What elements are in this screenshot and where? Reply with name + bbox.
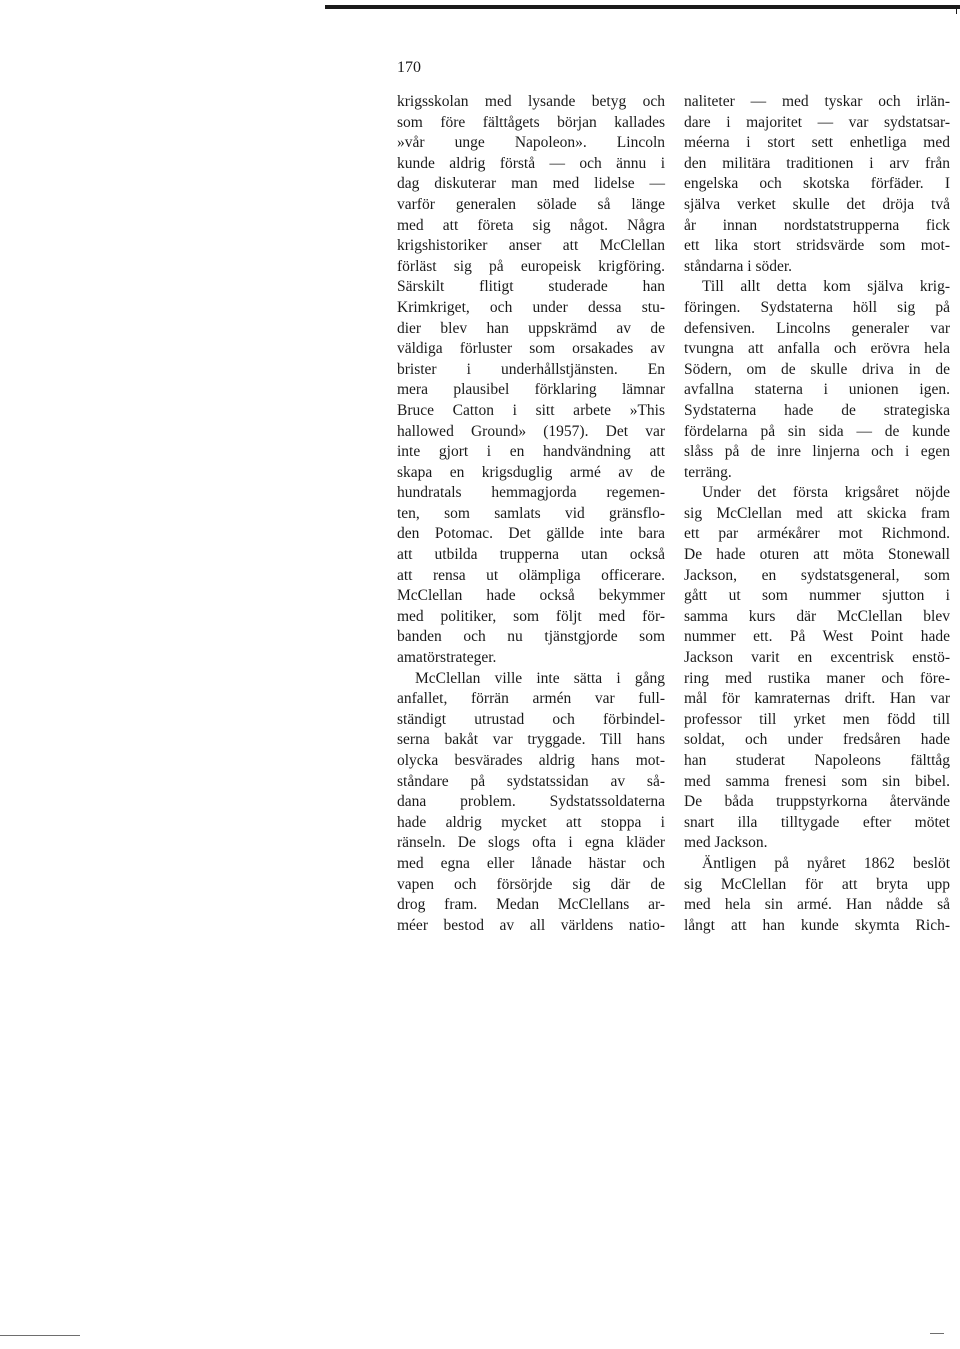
text-line: »vår unge Napoleon». Lincoln — [397, 134, 665, 152]
text-line: engelska och skotska förfäder. I — [684, 175, 950, 193]
text-line: soldat, och under fredsåren hade — [684, 731, 950, 749]
text-line: väldiga förluster som orsakades av — [397, 340, 665, 358]
text-line: krigsskolan med lysande betyg och — [397, 93, 665, 110]
text-line: år innan nordstatstrupperna fick — [684, 216, 950, 234]
text-line: dare i majoritet — var sydstatsar- — [684, 113, 950, 131]
text-line: med Jackson. — [684, 834, 768, 852]
top-rule — [325, 5, 960, 9]
text-line: Under det första krigsåret nöjde — [702, 484, 950, 502]
text-line: nummer ett. På West Point hade — [684, 628, 950, 646]
text-line: gått ut som nummer sjutton i — [684, 587, 950, 605]
text-line: Krimkriget, och under dessa stu- — [397, 298, 665, 316]
text-line: ränseln. De slogs ofta i egna kläder — [397, 834, 665, 852]
text-line: hundratals hemmagjorda regemen- — [397, 484, 665, 502]
text-line: naliteter — med tyskar och irlän- — [684, 93, 950, 110]
text-line: ständigt utrustad och förbindel- — [397, 710, 665, 728]
page-number: 170 — [397, 59, 421, 76]
text-line: ståndare på sydstatssidan av så- — [397, 772, 665, 790]
text-line: föringen. Sydstaterna höll sig på — [684, 298, 950, 316]
text-line: samma kurs där McClellan blev — [684, 607, 950, 625]
text-line: varför generalen sölade så länge — [397, 195, 665, 213]
text-line: mål för kamraternas drift. Han var — [684, 690, 950, 708]
text-line: Äntligen på nyåret 1862 beslöt — [702, 854, 950, 872]
text-line: terräng. — [684, 463, 732, 481]
text-line: méerna i stort sett enhetliga med — [684, 134, 950, 152]
text-line: kunde aldrig förstå — och ännu i — [397, 154, 665, 172]
text-line: sig McClellan för att bryta upp — [684, 875, 950, 893]
text-line: Jackson varit en excentrisk enstö- — [684, 649, 950, 667]
bottom-scan-mark — [0, 1335, 80, 1336]
text-line: hallowed Ground» (1957). Det var — [397, 422, 665, 440]
text-line: långt att han kunde skymta Rich- — [684, 916, 950, 934]
text-line: ståndarna i söder. — [684, 257, 793, 275]
text-line: drog fram. Medan McClellans ar- — [397, 896, 665, 914]
text-line: ett par arméкårer mot Richmond. — [684, 525, 950, 543]
text-line: olycka besvärades aldrig hans mot- — [397, 752, 665, 769]
text-line: inte gjort i en handvändning att — [397, 443, 665, 461]
text-line: McClellan hade också bekymmer — [397, 587, 665, 605]
top-rule-tick — [956, 5, 957, 14]
text-line: vapen och försörjde sig där de — [397, 875, 665, 893]
text-line: med att företa sig något. Några — [397, 216, 665, 234]
text-line: serna bakåt var tryggade. Till hans — [397, 731, 665, 749]
text-line: han studerat Napoleons fälttåg — [684, 752, 950, 769]
text-line: De hade oturen att möta Stonewall — [684, 546, 950, 564]
text-line: som före fälttågets början kallades — [397, 113, 665, 131]
bottom-right-scan-mark — [930, 1333, 944, 1334]
text-line: McClellan ville inte sätta i gång — [415, 669, 665, 687]
text-line: méer bestod av all världens natio- — [397, 916, 665, 934]
text-line: ten, som samlats vid gränsflo- — [397, 504, 665, 522]
text-line: snart illa tilltygade efter mötet — [684, 813, 950, 831]
text-line: med egna eller lånade hästar och — [397, 854, 665, 872]
text-line: avfallna staterna i unionen igen. — [684, 381, 950, 399]
text-line: med hela sin armé. Han nådde så — [684, 896, 950, 914]
text-line: fördelarna på sin sida — de kunde — [684, 422, 950, 440]
text-line: skapa en krigsduglig armé av de — [397, 463, 665, 481]
text-line: med samma frenesi som sin bibel. — [684, 772, 950, 790]
text-line: ett lika stort stridsvärde som mot- — [684, 237, 950, 255]
text-line: amatörstrateger. — [397, 649, 497, 667]
right-column — [684, 92, 950, 936]
text-line: sig McClellan med att skicka fram — [684, 504, 950, 522]
text-line: Jackson, en sydstatsgeneral, som — [684, 566, 950, 584]
text-line: att utbilda trupperna utan också — [397, 546, 665, 564]
text-line: Till allt detta kom själva krig- — [702, 278, 950, 296]
text-line: dier blev han uppskrämd av de — [397, 319, 665, 337]
text-line: slåss på de inre linjerna och i egen — [684, 443, 950, 461]
text-line: den Potomac. Det gällde inte bara — [397, 525, 665, 543]
text-line: tvungna att anfalla och erövra hela — [684, 340, 950, 358]
text-line: Särskilt flitigt studerade han — [397, 278, 665, 296]
text-line: dana problem. Sydstatssoldaterna — [397, 793, 665, 811]
text-line: hade aldrig mycket att stoppa i — [397, 813, 665, 831]
text-line: defensiven. Lincolns generaler var — [684, 319, 950, 337]
text-line: dag diskuterar man med lidelse — — [397, 175, 665, 193]
text-line: den militära traditionen i arv från — [684, 154, 950, 172]
text-line: De båda truppstyrkorna återvände — [684, 793, 950, 811]
left-column — [397, 92, 665, 936]
text-line: med politiker, som följt med för- — [397, 607, 665, 625]
text-line: förläst sig på europeisk krigföring. — [397, 257, 665, 275]
text-line: professor till yrket men född till — [684, 710, 950, 728]
text-line: Södern, om de skulle driva in de — [684, 360, 950, 378]
text-line: krigshistoriker anser att McClellan — [397, 237, 665, 255]
text-line: brister i underhållstjänsten. En — [397, 360, 665, 378]
text-line: att rensa ut olämpliga officerare. — [397, 566, 665, 584]
text-line: banden och nu tjänstgjorde som — [397, 628, 665, 646]
text-line: själva verket skulle det dröja två — [684, 195, 950, 213]
text-line: Bruce Catton i sitt arbete »This — [397, 401, 665, 419]
text-line: ring med rustika maner och före- — [684, 669, 950, 687]
text-line: anfallet, förrän armén var full- — [397, 690, 665, 708]
text-line: mera plausibel förklaring lämnar — [397, 381, 665, 399]
text-line: Sydstaterna hade de strategiska — [684, 401, 950, 419]
